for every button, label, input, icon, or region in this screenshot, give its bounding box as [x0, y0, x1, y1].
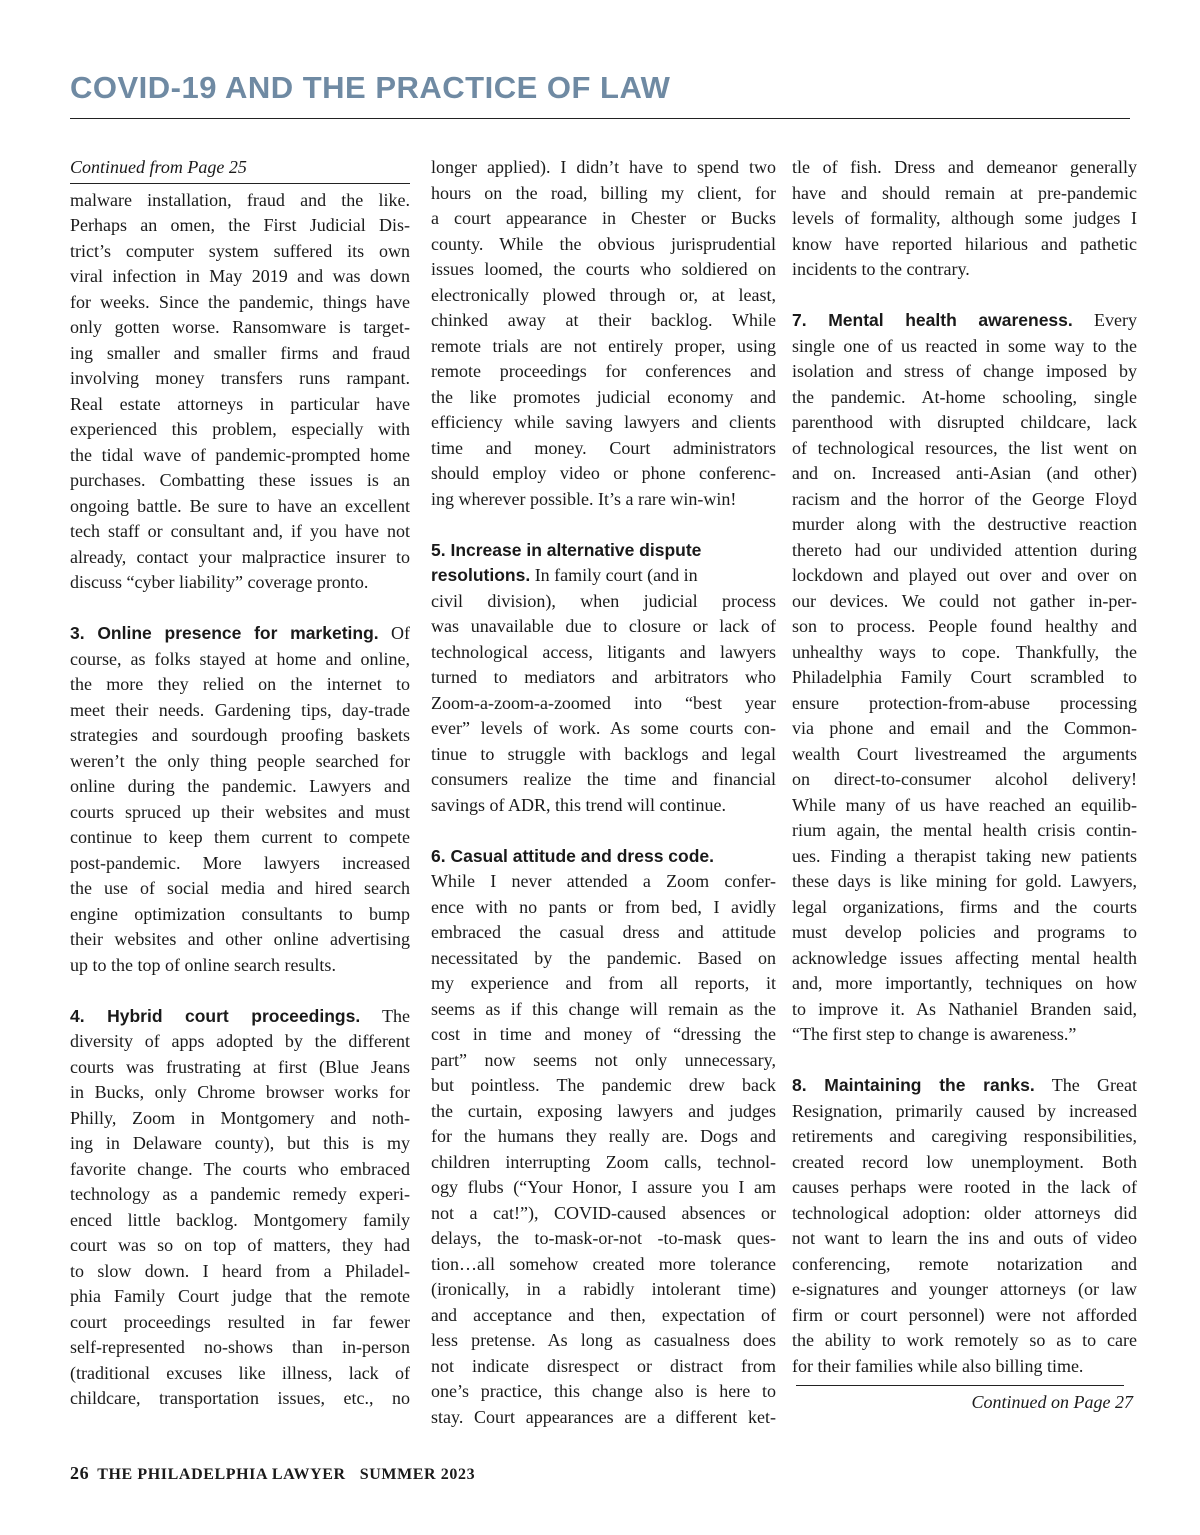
- text-line: ever” levels of work. As some courts con-: [431, 718, 776, 738]
- text-line: the ability to work remotely so as to care: [792, 1330, 1137, 1350]
- text-line: the like promotes judicial economy and: [431, 386, 776, 407]
- text-line: causes perhaps were rooted in the lack of: [792, 1177, 1137, 1197]
- text-line: for the humans they really are. Dogs and: [431, 1126, 776, 1146]
- text-line: to improve it. As Nathaniel Branden said,: [792, 998, 1137, 1019]
- section-heading-line: [431, 563, 776, 589]
- text-line: discuss “cyber liability” coverage pronto.: [70, 572, 369, 592]
- text-line: delays, the to-mask-or-not -to-mask ques-: [431, 1228, 776, 1248]
- text-line: a court appearance in Chester or Bucks: [431, 208, 776, 228]
- text-line: one’s practice, this change also is here to: [431, 1381, 776, 1401]
- section-3-heading: 3. Online presence for marketing.: [70, 623, 379, 643]
- text-line: acknowledge issues affecting mental health: [792, 947, 1137, 968]
- text-line: less pretense. As long as casualness does: [431, 1330, 776, 1350]
- paragraph-gap: [431, 818, 776, 844]
- text-line: turned to mediators and arbitrators who: [431, 667, 776, 687]
- page-title: COVID-19 AND THE PRACTICE OF LAW: [70, 70, 671, 105]
- text-line: ence with no pants or from bed, I avidly: [431, 896, 776, 917]
- text-line: thereto had our undivided attention during: [792, 539, 1137, 560]
- text-line: cost in time and money of “dressing the: [431, 1024, 776, 1044]
- text-line: While many of us have reached an equilib-: [792, 794, 1137, 815]
- text-line: not indicate disrespect or distract from: [431, 1355, 776, 1376]
- text-line: the tidal wave of pandemic-prompted home: [70, 444, 410, 465]
- page-number: 26: [70, 1463, 90, 1483]
- text-line: lockdown and played out over and over on: [792, 565, 1137, 585]
- section-8-heading: 8. Maintaining the ranks.: [792, 1075, 1035, 1095]
- text-line: wealth Court livestreamed the arguments: [792, 743, 1137, 764]
- text-line: on direct-to-consumer alcohol delivery!: [792, 769, 1137, 789]
- text-line: longer applied). I didn’t have to spend two: [431, 157, 776, 177]
- text-line: should employ video or phone conferenc-: [431, 463, 776, 483]
- text-line: consumers realize the time and financial: [431, 769, 776, 789]
- text-line: county. While the obvious jurisprudential: [431, 233, 776, 254]
- text-line: course, as folks stayed at home and online,: [70, 648, 410, 669]
- text-line: time and money. Court administrators: [431, 437, 776, 458]
- text-line: conferencing, remote notarization and: [792, 1253, 1137, 1274]
- section-7-lead: Every: [1072, 310, 1137, 330]
- text-line: the use of social media and hired search: [70, 878, 410, 898]
- section-heading-line: [70, 1004, 410, 1030]
- text-line: continue to keep them current to compete: [70, 827, 410, 847]
- text-line: ongoing battle. Be sure to have an excellent: [70, 495, 410, 516]
- section-4-lead: The: [360, 1005, 410, 1026]
- paragraph: [792, 1099, 1137, 1380]
- text-line: seems as if this change will remain as the: [431, 998, 776, 1019]
- paragraph: [431, 589, 776, 819]
- text-line: unhealthy ways to cope. Thankfully, the: [792, 641, 1137, 662]
- text-line: for weeks. Since the pandemic, things have: [70, 291, 410, 312]
- text-line: tinue to struggle with backlogs and legal: [431, 743, 776, 764]
- paragraph-gap: [431, 512, 776, 538]
- text-line: my experience and from all reports, it: [431, 973, 776, 993]
- text-line: courts was frustrating at first (Blue Jeans: [70, 1056, 410, 1077]
- text-line: Real estate attorneys in particular have: [70, 393, 410, 414]
- text-line: parenthood with disrupted childcare, lack: [792, 412, 1137, 432]
- section-heading-line: [431, 844, 776, 870]
- header-rule: [70, 118, 1130, 119]
- text-line: electronically plowed through or, at least,: [431, 284, 776, 305]
- text-line: ensure protection-from-abuse processing: [792, 692, 1137, 713]
- paragraph: [70, 647, 410, 979]
- text-line: part” now seems not only unnecessary,: [431, 1049, 776, 1070]
- section-5-heading-cont: resolutions.: [431, 565, 531, 585]
- text-line: necessitated by the pandemic. Based on: [431, 947, 776, 968]
- text-line: firm or court personnel) were not afforded: [792, 1304, 1137, 1325]
- text-line: chinked away at their backlog. While: [431, 310, 776, 330]
- text-line: ing smaller and smaller firms and fraud: [70, 342, 410, 363]
- text-line: our devices. We could not gather in-per-: [792, 590, 1137, 611]
- section-4-heading: 4. Hybrid court proceedings.: [70, 1005, 361, 1026]
- text-line: ing in Delaware county), but this is my: [70, 1133, 410, 1153]
- text-line: stay. Court appearances are a different ket-: [431, 1406, 776, 1427]
- text-line: must develop policies and programs to: [792, 922, 1137, 942]
- section-5-lead: In family court (and in: [530, 565, 698, 585]
- section-6-heading: 6. Casual attitude and dress code.: [431, 845, 714, 866]
- text-line: self-represented no-shows than in-person: [70, 1337, 410, 1357]
- text-line: their websites and other online advertising: [70, 929, 410, 949]
- paragraph: [792, 155, 1137, 283]
- section-heading-line: [792, 1073, 1137, 1099]
- text-line: the pandemic. At-home schooling, single: [792, 386, 1137, 407]
- text-line: was unavailable due to closure or lack of: [431, 616, 776, 636]
- text-line: retirements and caregiving responsibilities,: [792, 1126, 1137, 1146]
- text-line: weren’t the only thing people searched for: [70, 750, 410, 771]
- text-line: not a cat!”), COVID-caused absences or: [431, 1202, 776, 1223]
- paragraph: [431, 155, 776, 512]
- section-7-heading: 7. Mental health awareness.: [792, 310, 1073, 330]
- text-line: the curtain, exposing lawyers and judges: [431, 1100, 776, 1121]
- text-line: post-pandemic. More lawyers increased: [70, 852, 410, 873]
- text-line: to slow down. I heard from a Philadel-: [70, 1260, 410, 1281]
- text-line: “The first step to change is awareness.”: [792, 1024, 1077, 1044]
- text-line: isolation and stress of change imposed by: [792, 361, 1137, 381]
- column-1: [70, 155, 410, 1412]
- text-line: ing wherever possible. It’s a rare win-win!: [431, 488, 737, 509]
- text-line: civil division), when judicial process: [431, 590, 776, 611]
- text-line: Perhaps an omen, the First Judicial Dis-: [70, 215, 410, 235]
- paragraph: [431, 869, 776, 1430]
- text-line: children interrupting Zoom calls, technol-: [431, 1151, 776, 1172]
- text-line: technological adoption: older attorneys did: [792, 1202, 1137, 1223]
- text-line: but pointless. The pandemic drew back: [431, 1075, 776, 1095]
- section-5-heading: 5. Increase in alternative dispute: [431, 539, 702, 560]
- text-line: experienced this problem, especially with: [70, 419, 410, 439]
- continued-rule: [796, 1385, 1124, 1386]
- text-line: son to process. People found healthy and: [792, 616, 1137, 636]
- text-line: via phone and email and the Common-: [792, 718, 1137, 738]
- text-line: While I never attended a Zoom confer-: [431, 871, 776, 891]
- text-line: involving money transfers runs rampant.: [70, 368, 410, 388]
- column-2: [431, 155, 776, 1430]
- continued-from-note: Continued from Page 25: [70, 157, 247, 177]
- section-heading-line: [70, 621, 410, 647]
- text-line: and on. Increased anti-Asian (and other): [792, 463, 1137, 483]
- text-line: incidents to the contrary.: [792, 259, 970, 279]
- text-line: racism and the horror of the George Floyd: [792, 488, 1137, 509]
- text-line: Philadelphia Family Court scrambled to: [792, 667, 1137, 687]
- text-line: Resignation, primarily caused by increased: [792, 1100, 1137, 1121]
- text-line: remote trials are not entirely proper, using: [431, 335, 776, 356]
- paragraph-gap: [70, 978, 410, 1004]
- text-line: court proceedings resulted in far fewer: [70, 1311, 410, 1332]
- paragraph: [792, 334, 1137, 1048]
- text-line: for their families while also billing time.: [792, 1355, 1084, 1376]
- text-line: technology as a pandemic remedy experi-: [70, 1184, 410, 1204]
- publication-name: THE PHILADELPHIA LAWYER: [97, 1466, 346, 1483]
- text-line: legal organizations, firms and the courts: [792, 896, 1137, 917]
- text-line: enced little backlog. Montgomery family: [70, 1209, 410, 1230]
- text-line: e-signatures and younger attorneys (or law: [792, 1279, 1137, 1299]
- text-line: already, contact your malpractice insurer to: [70, 546, 410, 567]
- text-line: embraced the casual dress and attitude: [431, 922, 776, 942]
- paragraph: [70, 1029, 410, 1412]
- text-line: in Bucks, only Chrome browser works for: [70, 1082, 410, 1102]
- text-line: phia Family Court judge that the remote: [70, 1286, 410, 1306]
- text-line: malware installation, fraud and the like.: [70, 189, 410, 210]
- text-line: efficiency while saving lawyers and clients: [431, 412, 776, 432]
- text-line: ues. Finding a therapist taking new patients: [792, 845, 1137, 866]
- page-footer: [70, 1463, 475, 1484]
- text-line: savings of ADR, this trend will continue.: [431, 794, 726, 815]
- text-line: created record low unemployment. Both: [792, 1151, 1137, 1172]
- text-line: (traditional excuses like illness, lack of: [70, 1362, 410, 1383]
- text-line: and acceptance and then, expectation of: [431, 1304, 776, 1325]
- paragraph: [70, 188, 410, 596]
- text-line: know have reported hilarious and pathetic: [792, 233, 1137, 254]
- text-line: engine optimization consultants to bump: [70, 903, 410, 924]
- text-line: purchases. Combatting these issues is an: [70, 470, 410, 490]
- text-line: rium again, the mental health crisis contin-: [792, 820, 1137, 840]
- text-line: (ironically, in a rabidly intolerant time): [431, 1279, 776, 1299]
- text-line: single one of us reacted in some way to the: [792, 335, 1137, 356]
- text-line: Philly, Zoom in Montgomery and noth-: [70, 1107, 410, 1128]
- text-line: courts spruced up their websites and must: [70, 801, 410, 822]
- text-line: technological access, litigants and lawyers: [431, 641, 776, 662]
- section-8-lead: The Great: [1034, 1075, 1137, 1095]
- paragraph-gap: [70, 596, 410, 622]
- column-1-rule: [70, 183, 410, 184]
- text-line: up to the top of online search results.: [70, 954, 336, 975]
- text-line: only gotten worse. Ransomware is target-: [70, 317, 410, 337]
- text-line: tion…all somehow created more tolerance: [431, 1253, 776, 1274]
- text-line: these days is like mining for gold. Lawyers,: [792, 871, 1137, 891]
- text-line: childcare, transportation issues, etc., no: [70, 1388, 410, 1408]
- text-line: issues loomed, the courts who soldiered on: [431, 259, 776, 279]
- text-line: tle of fish. Dress and demeanor generally: [792, 157, 1137, 177]
- section-heading-line: [431, 538, 776, 564]
- text-line: viral infection in May 2019 and was down: [70, 266, 410, 286]
- text-line: of technological resources, the list went on: [792, 437, 1137, 458]
- text-line: ogy flubs (“Your Honor, I assure you I am: [431, 1177, 776, 1197]
- text-line: levels of formality, although some judges I: [792, 208, 1137, 228]
- text-line: the more they relied on the internet to: [70, 674, 410, 694]
- text-line: meet their needs. Gardening tips, day-trade: [70, 699, 410, 720]
- paragraph-gap: [792, 283, 1137, 309]
- text-line: remote proceedings for conferences and: [431, 361, 776, 381]
- section-heading-line: [792, 308, 1137, 334]
- text-line: court was so on top of matters, they had: [70, 1235, 410, 1255]
- section-3-lead: Of: [378, 623, 410, 643]
- continued-on-note: Continued on Page 27: [971, 1392, 1133, 1412]
- text-line: and, more importantly, techniques on how: [792, 973, 1137, 993]
- text-line: have and should remain at pre-pandemic: [792, 182, 1137, 203]
- text-line: hours on the road, billing my client, for: [431, 182, 776, 203]
- text-line: strategies and sourdough proofing baskets: [70, 725, 410, 745]
- text-line: favorite change. The courts who embraced: [70, 1158, 410, 1179]
- text-line: online during the pandemic. Lawyers and: [70, 776, 410, 796]
- text-line: trict’s computer system suffered its own: [70, 240, 410, 261]
- column-3: [792, 155, 1137, 1416]
- text-line: murder along with the destructive reaction: [792, 514, 1137, 534]
- paragraph-gap: [792, 1048, 1137, 1074]
- text-line: Zoom-a-zoom-a-zoomed into “best year: [431, 692, 776, 713]
- text-line: diversity of apps adopted by the different: [70, 1031, 410, 1051]
- issue-date: SUMMER 2023: [359, 1466, 476, 1483]
- text-line: tech staff or consultant and, if you have not: [70, 521, 410, 541]
- text-line: not want to learn the ins and outs of video: [792, 1228, 1137, 1248]
